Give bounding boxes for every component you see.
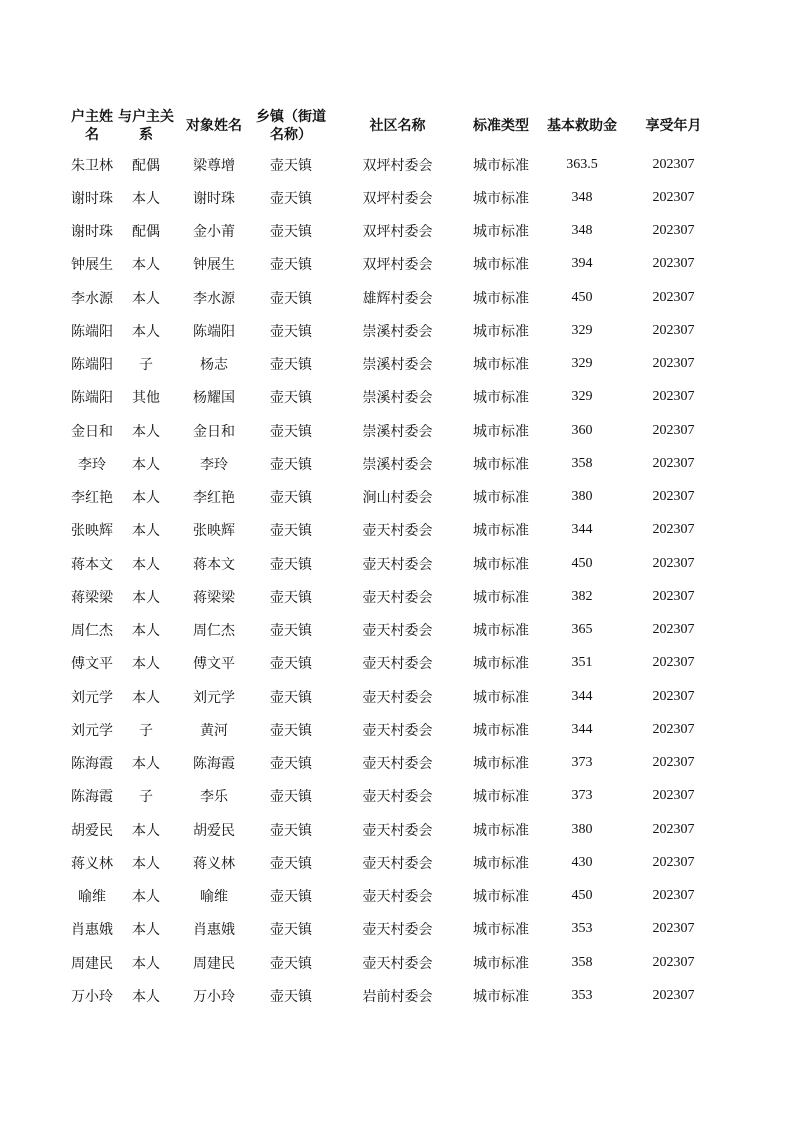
cell-community: 壶天村委会 xyxy=(362,789,433,806)
table-row xyxy=(68,514,720,547)
cell-community: 崇溪村委会 xyxy=(362,390,433,407)
cell-period: 202307 xyxy=(652,954,695,970)
cell-relation: 其他 xyxy=(132,390,160,407)
cell-basic-relief: 351 xyxy=(571,655,593,671)
header-household-head: 户主姓名 xyxy=(71,109,113,143)
cell-period: 202307 xyxy=(652,322,695,338)
cell-household-head: 陈海霞 xyxy=(71,756,113,773)
cell-recipient-name: 杨耀国 xyxy=(193,390,235,407)
cell-relation: 本人 xyxy=(132,889,160,906)
cell-recipient-name: 黄河 xyxy=(200,722,228,739)
cell-standard-type: 城市标准 xyxy=(473,656,529,673)
cell-basic-relief: 344 xyxy=(571,688,593,704)
cell-basic-relief: 329 xyxy=(571,322,593,338)
cell-household-head: 胡爱民 xyxy=(71,822,113,839)
cell-township: 壶天镇 xyxy=(270,822,312,839)
table-row xyxy=(68,181,720,214)
cell-township: 壶天镇 xyxy=(270,656,312,673)
cell-recipient-name: 喻维 xyxy=(200,889,228,906)
table-row xyxy=(68,348,720,381)
cell-recipient-name: 陈海霞 xyxy=(193,756,235,773)
cell-recipient-name: 钟展生 xyxy=(193,257,235,274)
cell-township: 壶天镇 xyxy=(270,589,312,606)
cell-township: 壶天镇 xyxy=(270,357,312,374)
cell-period: 202307 xyxy=(652,256,695,272)
cell-basic-relief: 373 xyxy=(571,788,593,804)
cell-township: 壶天镇 xyxy=(270,556,312,573)
cell-household-head: 肖惠娥 xyxy=(71,922,113,939)
cell-township: 壶天镇 xyxy=(270,190,312,207)
cell-period: 202307 xyxy=(652,389,695,405)
cell-recipient-name: 金小莆 xyxy=(193,224,235,241)
cell-township: 壶天镇 xyxy=(270,689,312,706)
cell-household-head: 蒋本文 xyxy=(71,556,113,573)
cell-basic-relief: 380 xyxy=(571,821,593,837)
cell-standard-type: 城市标准 xyxy=(473,423,529,440)
cell-community: 岩前村委会 xyxy=(362,988,433,1005)
cell-standard-type: 城市标准 xyxy=(473,323,529,340)
cell-recipient-name: 蒋本文 xyxy=(193,556,235,573)
cell-community: 双坪村委会 xyxy=(362,157,433,174)
cell-recipient-name: 李玲 xyxy=(200,456,228,473)
cell-community: 崇溪村委会 xyxy=(362,423,433,440)
cell-community: 崇溪村委会 xyxy=(362,456,433,473)
cell-standard-type: 城市标准 xyxy=(473,390,529,407)
cell-household-head: 钟展生 xyxy=(71,257,113,274)
cell-period: 202307 xyxy=(652,755,695,771)
cell-household-head: 陈端阳 xyxy=(71,390,113,407)
cell-township: 壶天镇 xyxy=(270,257,312,274)
table-row xyxy=(68,780,720,813)
table-row xyxy=(68,381,720,414)
cell-standard-type: 城市标准 xyxy=(473,157,529,174)
cell-standard-type: 城市标准 xyxy=(473,756,529,773)
cell-period: 202307 xyxy=(652,821,695,837)
cell-recipient-name: 张映辉 xyxy=(193,523,235,540)
cell-township: 壶天镇 xyxy=(270,955,312,972)
cell-township: 壶天镇 xyxy=(270,290,312,307)
cell-relation: 本人 xyxy=(132,988,160,1005)
header-period: 享受年月 xyxy=(645,118,702,134)
cell-relation: 本人 xyxy=(132,756,160,773)
cell-recipient-name: 谢时珠 xyxy=(193,190,235,207)
cell-basic-relief: 358 xyxy=(571,455,593,471)
cell-period: 202307 xyxy=(652,223,695,239)
cell-standard-type: 城市标准 xyxy=(473,988,529,1005)
header-row xyxy=(68,104,720,148)
cell-period: 202307 xyxy=(652,356,695,372)
cell-recipient-name: 蒋梁梁 xyxy=(193,589,235,606)
cell-relation: 本人 xyxy=(132,490,160,507)
cell-township: 壶天镇 xyxy=(270,623,312,640)
cell-relation: 本人 xyxy=(132,955,160,972)
cell-basic-relief: 348 xyxy=(571,189,593,205)
cell-basic-relief: 382 xyxy=(571,588,593,604)
cell-basic-relief: 344 xyxy=(571,522,593,538)
cell-community: 壶天村委会 xyxy=(362,822,433,839)
cell-community: 壶天村委会 xyxy=(362,589,433,606)
cell-basic-relief: 380 xyxy=(571,489,593,505)
cell-period: 202307 xyxy=(652,721,695,737)
cell-standard-type: 城市标准 xyxy=(473,290,529,307)
cell-basic-relief: 373 xyxy=(571,755,593,771)
table-row xyxy=(68,547,720,580)
cell-household-head: 蒋梁梁 xyxy=(71,589,113,606)
cell-relation: 本人 xyxy=(132,323,160,340)
cell-basic-relief: 363.5 xyxy=(566,156,598,172)
cell-standard-type: 城市标准 xyxy=(473,722,529,739)
cell-recipient-name: 肖惠娥 xyxy=(193,922,235,939)
cell-period: 202307 xyxy=(652,921,695,937)
cell-recipient-name: 李红艳 xyxy=(193,490,235,507)
table-row xyxy=(68,447,720,480)
cell-community: 壶天村委会 xyxy=(362,756,433,773)
cell-household-head: 周建民 xyxy=(71,955,113,972)
cell-household-head: 朱卫林 xyxy=(71,157,113,174)
cell-standard-type: 城市标准 xyxy=(473,955,529,972)
cell-period: 202307 xyxy=(652,422,695,438)
cell-recipient-name: 金日和 xyxy=(193,423,235,440)
cell-township: 壶天镇 xyxy=(270,224,312,241)
cell-basic-relief: 450 xyxy=(571,555,593,571)
cell-recipient-name: 陈端阳 xyxy=(193,323,235,340)
cell-township: 壶天镇 xyxy=(270,855,312,872)
cell-community: 壶天村委会 xyxy=(362,556,433,573)
table-row xyxy=(68,880,720,913)
cell-relation: 本人 xyxy=(132,656,160,673)
cell-relation: 本人 xyxy=(132,523,160,540)
cell-township: 壶天镇 xyxy=(270,789,312,806)
cell-township: 壶天镇 xyxy=(270,490,312,507)
cell-relation: 本人 xyxy=(132,922,160,939)
cell-household-head: 谢时珠 xyxy=(71,224,113,241)
cell-relation: 本人 xyxy=(132,556,160,573)
cell-recipient-name: 周建民 xyxy=(193,955,235,972)
cell-household-head: 刘元学 xyxy=(71,722,113,739)
cell-community: 壶天村委会 xyxy=(362,889,433,906)
cell-township: 壶天镇 xyxy=(270,157,312,174)
table-row xyxy=(68,281,720,314)
cell-basic-relief: 450 xyxy=(571,289,593,305)
cell-household-head: 陈端阳 xyxy=(71,323,113,340)
cell-relation: 本人 xyxy=(132,423,160,440)
cell-standard-type: 城市标准 xyxy=(473,556,529,573)
cell-standard-type: 城市标准 xyxy=(473,190,529,207)
table-row xyxy=(68,248,720,281)
cell-household-head: 李玲 xyxy=(78,456,106,473)
table-row xyxy=(68,747,720,780)
cell-period: 202307 xyxy=(652,987,695,1003)
table-body xyxy=(68,148,720,1013)
cell-recipient-name: 杨志 xyxy=(200,357,228,374)
table-row xyxy=(68,813,720,846)
table-row xyxy=(68,979,720,1012)
cell-township: 壶天镇 xyxy=(270,988,312,1005)
cell-period: 202307 xyxy=(652,655,695,671)
cell-household-head: 万小玲 xyxy=(71,988,113,1005)
cell-standard-type: 城市标准 xyxy=(473,822,529,839)
cell-basic-relief: 360 xyxy=(571,422,593,438)
cell-community: 壶天村委会 xyxy=(362,855,433,872)
table-row xyxy=(68,215,720,248)
table-row xyxy=(68,713,720,746)
cell-community: 双坪村委会 xyxy=(362,190,433,207)
cell-standard-type: 城市标准 xyxy=(473,689,529,706)
cell-community: 壶天村委会 xyxy=(362,623,433,640)
cell-period: 202307 xyxy=(652,854,695,870)
cell-basic-relief: 430 xyxy=(571,854,593,870)
cell-community: 壶天村委会 xyxy=(362,656,433,673)
cell-household-head: 周仁杰 xyxy=(71,623,113,640)
table-row xyxy=(68,647,720,680)
cell-community: 双坪村委会 xyxy=(362,224,433,241)
header-recipient-name: 对象姓名 xyxy=(186,118,242,134)
table-row xyxy=(68,680,720,713)
cell-relation: 子 xyxy=(139,789,153,806)
cell-household-head: 李红艳 xyxy=(71,490,113,507)
cell-household-head: 金日和 xyxy=(71,423,113,440)
cell-township: 壶天镇 xyxy=(270,390,312,407)
cell-recipient-name: 刘元学 xyxy=(193,689,235,706)
cell-period: 202307 xyxy=(652,489,695,505)
cell-community: 崇溪村委会 xyxy=(362,323,433,340)
cell-standard-type: 城市标准 xyxy=(473,855,529,872)
cell-relation: 本人 xyxy=(132,623,160,640)
cell-period: 202307 xyxy=(652,156,695,172)
cell-standard-type: 城市标准 xyxy=(473,456,529,473)
cell-relation: 配偶 xyxy=(132,224,160,241)
cell-recipient-name: 万小玲 xyxy=(193,988,235,1005)
cell-period: 202307 xyxy=(652,588,695,604)
cell-period: 202307 xyxy=(652,189,695,205)
table-row xyxy=(68,614,720,647)
cell-relation: 本人 xyxy=(132,689,160,706)
cell-relation: 本人 xyxy=(132,456,160,473)
table-row xyxy=(68,846,720,879)
cell-standard-type: 城市标准 xyxy=(473,889,529,906)
header-community: 社区名称 xyxy=(369,118,426,134)
cell-household-head: 傅文平 xyxy=(71,656,113,673)
header-relation: 与户主关系 xyxy=(118,109,174,143)
table-row xyxy=(68,148,720,181)
cell-basic-relief: 450 xyxy=(571,888,593,904)
cell-recipient-name: 李水源 xyxy=(193,290,235,307)
cell-community: 崇溪村委会 xyxy=(362,357,433,374)
cell-standard-type: 城市标准 xyxy=(473,589,529,606)
cell-standard-type: 城市标准 xyxy=(473,789,529,806)
cell-household-head: 刘元学 xyxy=(71,689,113,706)
cell-basic-relief: 348 xyxy=(571,223,593,239)
cell-township: 壶天镇 xyxy=(270,756,312,773)
table-row xyxy=(68,314,720,347)
table-row xyxy=(68,913,720,946)
cell-household-head: 陈海霞 xyxy=(71,789,113,806)
cell-period: 202307 xyxy=(652,522,695,538)
cell-basic-relief: 365 xyxy=(571,622,593,638)
cell-basic-relief: 353 xyxy=(571,921,593,937)
cell-recipient-name: 梁尊增 xyxy=(193,157,235,174)
cell-township: 壶天镇 xyxy=(270,423,312,440)
cell-standard-type: 城市标准 xyxy=(473,922,529,939)
cell-basic-relief: 329 xyxy=(571,389,593,405)
cell-standard-type: 城市标准 xyxy=(473,224,529,241)
cell-community: 雄辉村委会 xyxy=(362,290,433,307)
table-row xyxy=(68,481,720,514)
cell-household-head: 陈端阳 xyxy=(71,357,113,374)
cell-recipient-name: 傅文平 xyxy=(193,656,235,673)
cell-recipient-name: 李乐 xyxy=(200,789,228,806)
cell-community: 壶天村委会 xyxy=(362,922,433,939)
cell-standard-type: 城市标准 xyxy=(473,490,529,507)
cell-relation: 子 xyxy=(139,722,153,739)
cell-period: 202307 xyxy=(652,788,695,804)
cell-community: 壶天村委会 xyxy=(362,955,433,972)
table-row xyxy=(68,414,720,447)
cell-township: 壶天镇 xyxy=(270,922,312,939)
cell-period: 202307 xyxy=(652,555,695,571)
table-header xyxy=(68,104,720,148)
cell-relation: 本人 xyxy=(132,190,160,207)
cell-period: 202307 xyxy=(652,455,695,471)
cell-recipient-name: 周仁杰 xyxy=(193,623,235,640)
cell-period: 202307 xyxy=(652,289,695,305)
cell-relation: 子 xyxy=(139,357,153,374)
cell-standard-type: 城市标准 xyxy=(473,523,529,540)
cell-period: 202307 xyxy=(652,888,695,904)
cell-household-head: 李水源 xyxy=(71,290,113,307)
cell-basic-relief: 394 xyxy=(571,256,593,272)
cell-township: 壶天镇 xyxy=(270,889,312,906)
cell-community: 壶天村委会 xyxy=(362,689,433,706)
cell-period: 202307 xyxy=(652,622,695,638)
relief-roster-table xyxy=(68,104,720,1013)
cell-basic-relief: 329 xyxy=(571,356,593,372)
cell-standard-type: 城市标准 xyxy=(473,357,529,374)
cell-basic-relief: 344 xyxy=(571,721,593,737)
cell-standard-type: 城市标准 xyxy=(473,623,529,640)
cell-period: 202307 xyxy=(652,688,695,704)
cell-community: 壶天村委会 xyxy=(362,722,433,739)
cell-township: 壶天镇 xyxy=(270,323,312,340)
cell-community: 涧山村委会 xyxy=(362,490,433,507)
cell-household-head: 张映辉 xyxy=(71,523,113,540)
cell-community: 壶天村委会 xyxy=(362,523,433,540)
cell-township: 壶天镇 xyxy=(270,456,312,473)
cell-basic-relief: 353 xyxy=(571,987,593,1003)
cell-basic-relief: 358 xyxy=(571,954,593,970)
cell-relation: 本人 xyxy=(132,822,160,839)
cell-recipient-name: 胡爱民 xyxy=(193,822,235,839)
table-row xyxy=(68,580,720,613)
header-standard-type: 标准类型 xyxy=(473,118,529,134)
header-township: 乡镇（街道名称） xyxy=(256,109,326,143)
cell-relation: 本人 xyxy=(132,855,160,872)
cell-relation: 本人 xyxy=(132,589,160,606)
cell-recipient-name: 蒋义林 xyxy=(193,855,235,872)
cell-household-head: 喻维 xyxy=(78,889,106,906)
cell-relation: 本人 xyxy=(132,290,160,307)
table-row xyxy=(68,946,720,979)
cell-community: 双坪村委会 xyxy=(362,257,433,274)
cell-household-head: 谢时珠 xyxy=(71,190,113,207)
cell-township: 壶天镇 xyxy=(270,722,312,739)
cell-household-head: 蒋义林 xyxy=(71,855,113,872)
header-basic-relief: 基本救助金 xyxy=(547,118,617,134)
cell-standard-type: 城市标准 xyxy=(473,257,529,274)
cell-relation: 配偶 xyxy=(132,157,160,174)
cell-relation: 本人 xyxy=(132,257,160,274)
cell-township: 壶天镇 xyxy=(270,523,312,540)
